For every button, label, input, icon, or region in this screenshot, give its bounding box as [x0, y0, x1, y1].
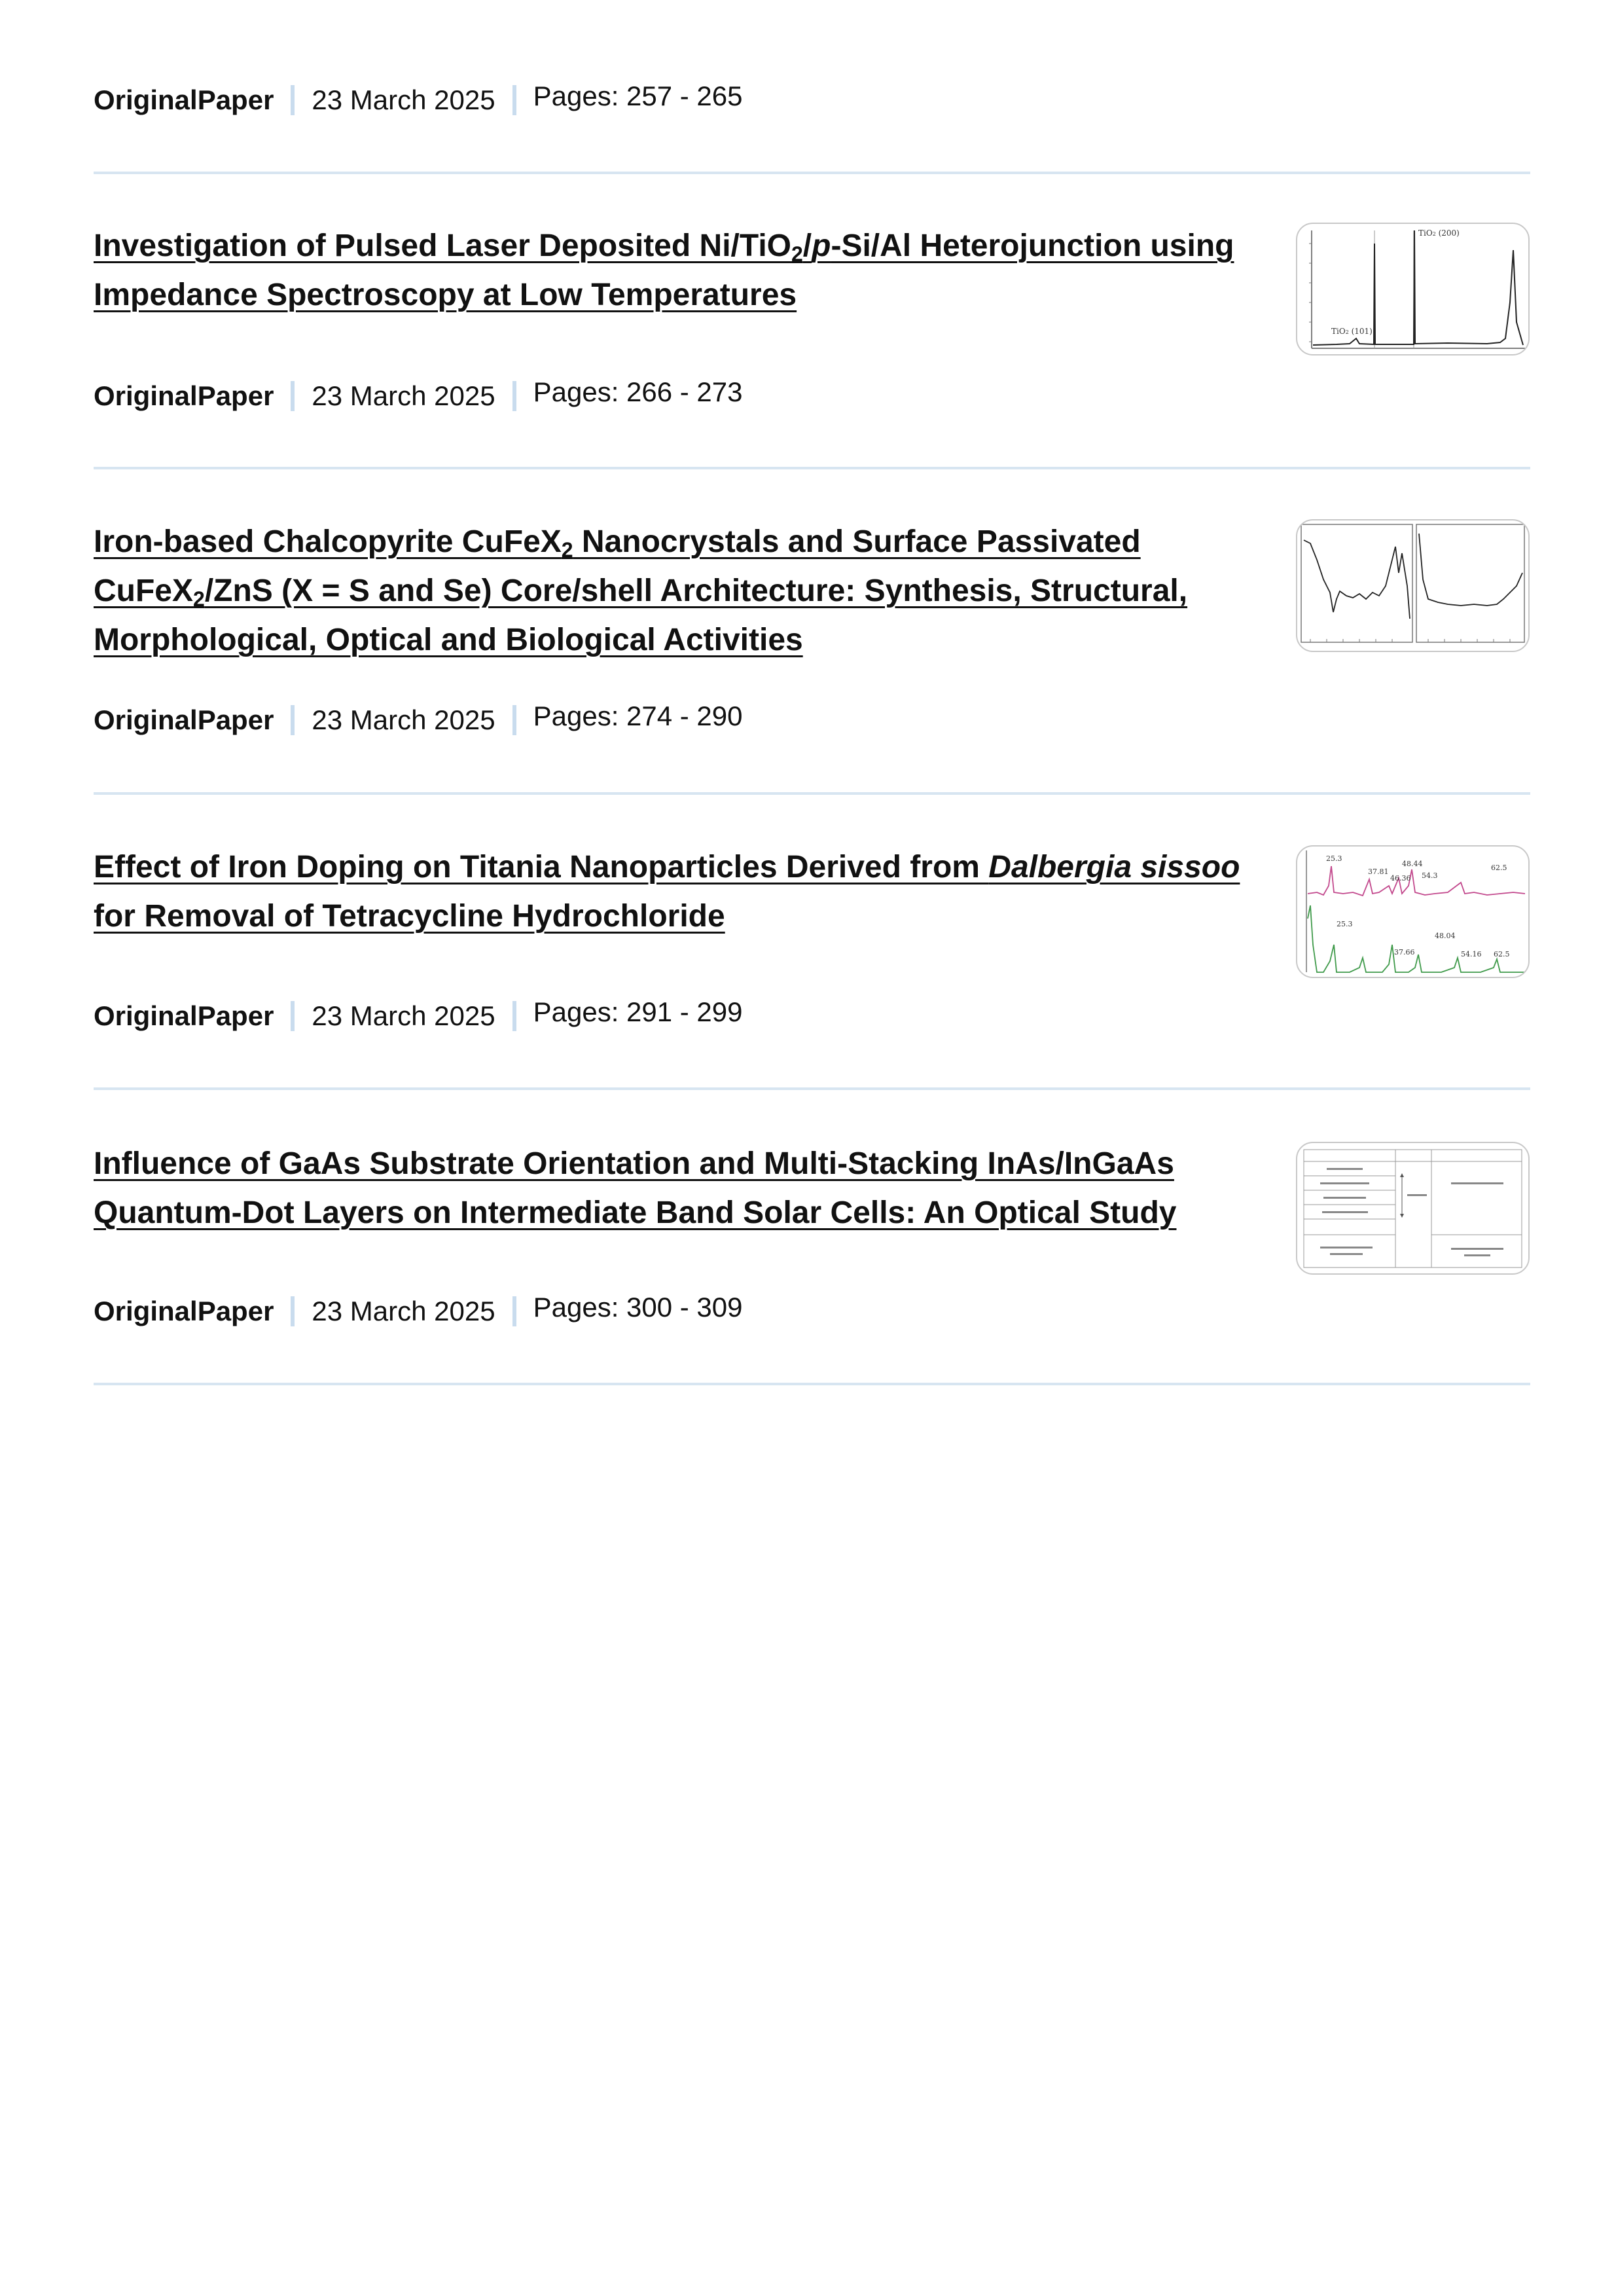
page-range: Pages: 266 - 273	[533, 376, 743, 407]
meta-separator	[291, 85, 295, 115]
article-type: OriginalPaper	[94, 84, 274, 115]
meta-separator	[291, 1001, 295, 1031]
article-divider	[94, 792, 1530, 795]
publication-date: 23 March 2025	[312, 1000, 495, 1031]
meta-separator	[512, 705, 516, 735]
meta-separator	[291, 1296, 295, 1326]
article-meta	[94, 701, 743, 737]
meta-separator	[512, 85, 516, 115]
svg-text:25.3: 25.3	[1337, 920, 1353, 928]
svg-text:TiO2 (200): TiO2 (200)	[1418, 228, 1460, 238]
article-title-link[interactable]: Effect of Iron Doping on Titania Nanoparticles Derived from Dalbergia sissoo for Removal of Tetracycline Hydrochloride	[94, 850, 1240, 934]
svg-text:62.5: 62.5	[1491, 864, 1507, 872]
meta-separator	[291, 705, 295, 735]
publication-date: 23 March 2025	[312, 84, 495, 115]
article-title-link[interactable]: Investigation of Pulsed Laser Deposited Ni/TiO$_2$/p-Si/Al Heterojunction using Impedance Spectroscopy at Low Temperatures	[94, 228, 1234, 312]
ftir-plots-thumbnail	[1297, 520, 1528, 651]
article-meta	[94, 996, 743, 1032]
article-meta	[94, 81, 743, 117]
article-meta	[94, 376, 743, 412]
article-divider	[94, 1383, 1530, 1385]
article-thumbnail[interactable]	[1296, 845, 1530, 978]
page-range: Pages: 291 - 299	[533, 996, 743, 1027]
article-type: OriginalPaper	[94, 1296, 274, 1326]
article-meta	[94, 1292, 743, 1328]
meta-separator	[512, 1296, 516, 1326]
page-range: Pages: 257 - 265	[533, 81, 743, 111]
article-title	[94, 517, 1246, 665]
article-type: OriginalPaper	[94, 1000, 274, 1031]
svg-text:37.81: 37.81	[1368, 867, 1389, 876]
article-title-link[interactable]: Influence of GaAs Substrate Orientation and Multi-Stacking InAs/InGaAs Quantum-Dot Layers on Intermediate Band Solar Cells: An Optical Study	[94, 1146, 1177, 1230]
svg-text:48.04: 48.04	[1435, 932, 1456, 940]
meta-separator	[512, 1001, 516, 1031]
xrd-plot-thumbnail	[1297, 224, 1528, 354]
svg-text:62.5: 62.5	[1494, 950, 1510, 958]
article-type: OriginalPaper	[94, 704, 274, 735]
svg-text:46.36: 46.36	[1390, 874, 1411, 883]
publication-date: 23 March 2025	[312, 704, 495, 735]
article-title	[94, 1139, 1246, 1237]
article-divider	[94, 467, 1530, 469]
article-type: OriginalPaper	[94, 380, 274, 411]
svg-text:48.44: 48.44	[1402, 860, 1423, 868]
svg-text:54.3: 54.3	[1422, 871, 1438, 880]
page-range: Pages: 274 - 290	[533, 701, 743, 731]
meta-separator	[512, 381, 516, 411]
layer-structure-diagram-thumbnail	[1297, 1143, 1528, 1273]
svg-text:25.3: 25.3	[1326, 854, 1342, 863]
meta-separator	[291, 381, 295, 411]
article-title	[94, 221, 1246, 319]
page-range: Pages: 300 - 309	[533, 1292, 743, 1322]
article-thumbnail[interactable]	[1296, 223, 1530, 355]
svg-text:37.66: 37.66	[1394, 948, 1415, 957]
article-divider	[94, 1087, 1530, 1090]
svg-text:TiO2 (101): TiO2 (101)	[1331, 327, 1373, 336]
article-divider	[94, 172, 1530, 174]
svg-text:54.16: 54.16	[1461, 950, 1482, 958]
article-title	[94, 843, 1246, 941]
article-thumbnail[interactable]	[1296, 519, 1530, 652]
publication-date: 23 March 2025	[312, 1296, 495, 1326]
xrd-two-series-thumbnail	[1297, 847, 1528, 977]
publication-date: 23 March 2025	[312, 380, 495, 411]
article-title-link[interactable]: Iron-based Chalcopyrite CuFeX$_2$ Nanocrystals and Surface Passivated CuFeX$_2$/ZnS (X = S and Se) Core/shell Architecture: Synthesis, Structural, Morphological, Optical and Biological Activities	[94, 524, 1188, 657]
article-thumbnail[interactable]	[1296, 1142, 1530, 1275]
